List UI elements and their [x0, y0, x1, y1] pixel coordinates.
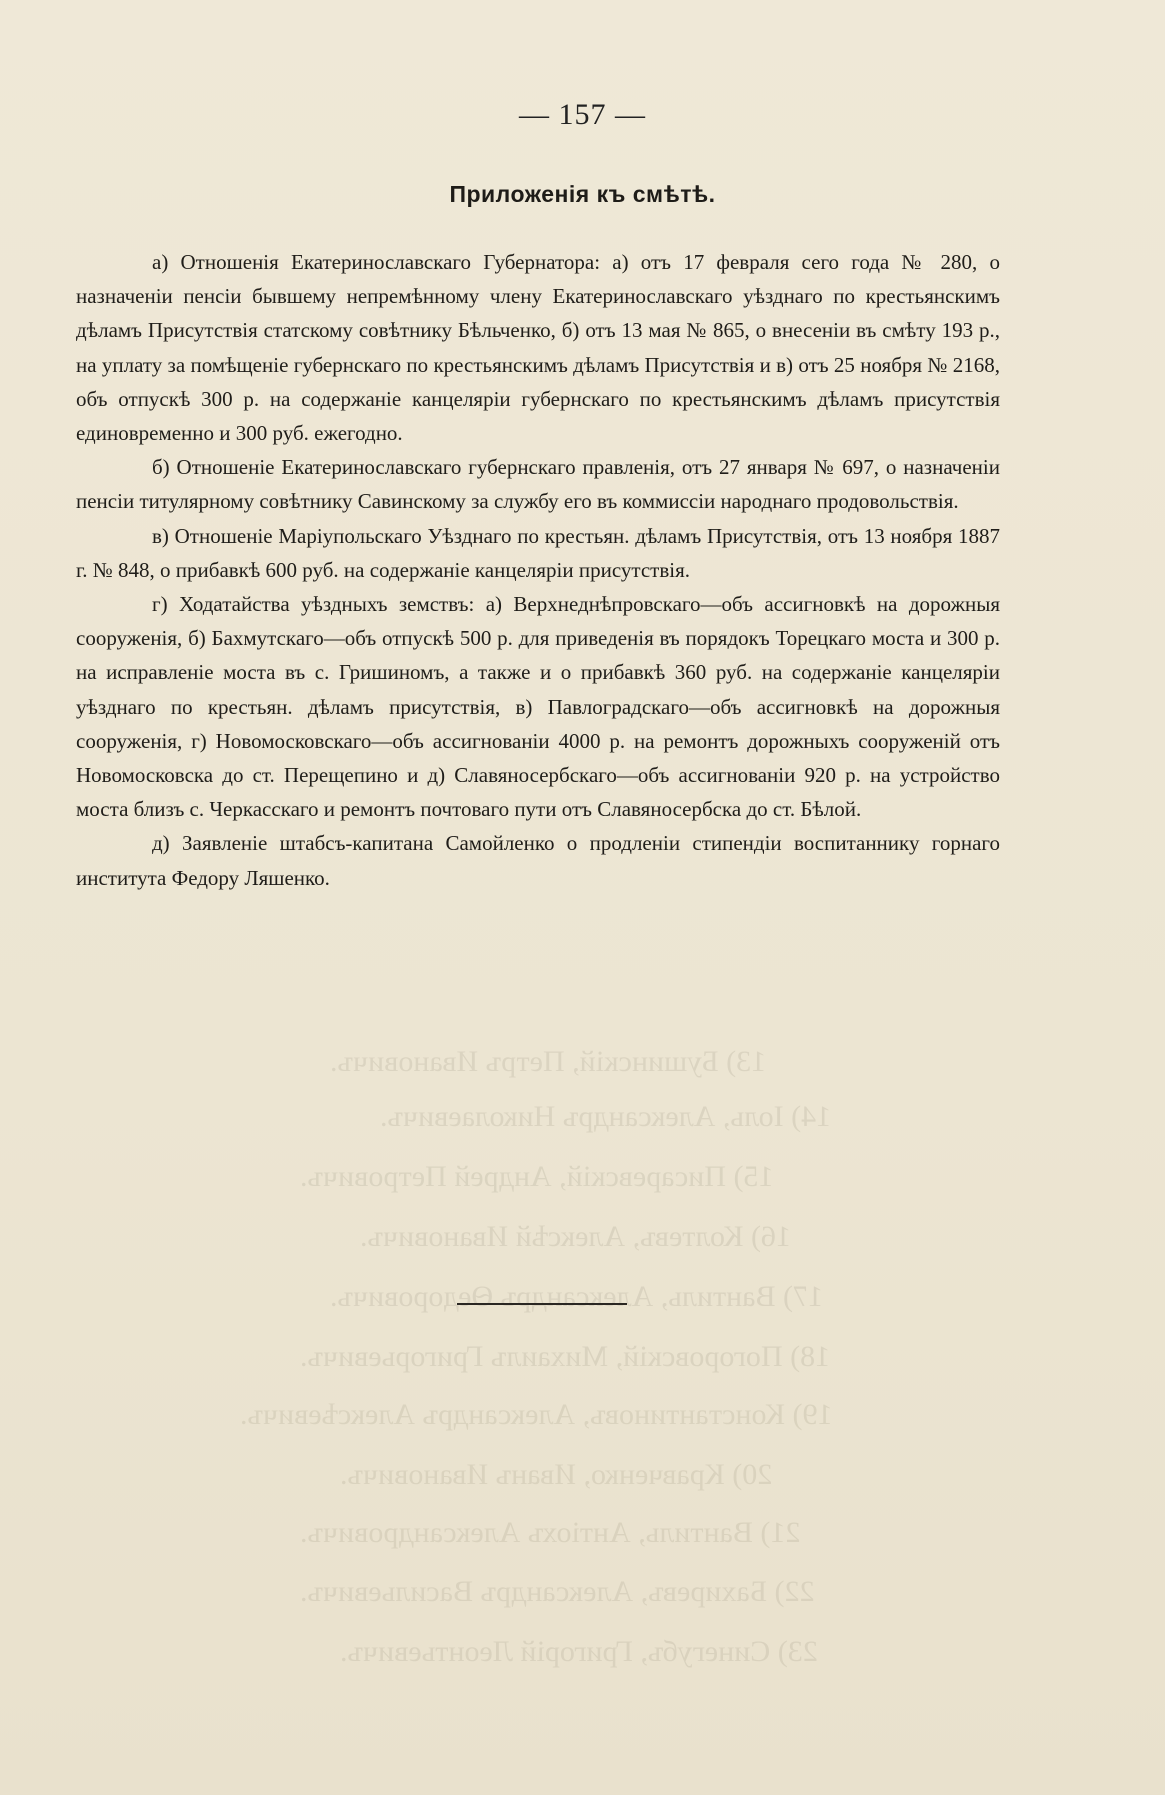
body-text [76, 245, 1000, 895]
paragraph-b: б) Отношеніе Екатеринославскаго губернскаго правленія, отъ 27 января № 697, о назначеніи пенсіи титулярному совѣтнику Савинскому за службу его въ коммиссіи народнаго продовольствія. [76, 455, 1000, 514]
show-through-text: 13) Бушинскій, Петръ Ивановичъ. 14) Іоль, Александръ Николаевичъ. 15) Писаревскій, Андрей Петровичъ. 16) Колтевъ, Алексѣй Ивановичъ. 17) Вантиль, Александръ Ѳедоровичъ. 18) Погоровскій, Михаилъ Григорьевичъ. 19) Константиновъ, Александръ Алексѣевичъ. 20) Кравченко, Иванъ Ивановичъ. 21) Вантиль, Антіохъ Александровичъ. 22) Бахиревъ, Александръ Васильевичъ. 23) Синегубъ, Григорій Леонтьевичъ. [240, 1045, 833, 1668]
paragraph-v: в) Отношеніе Маріупольскаго Уѣзднаго по крестьян. дѣламъ Присутствія, отъ 13 ноября 1887 г. № 848, о прибавкѣ 600 руб. на содержаніе канцеляріи присутствія. [76, 523, 1000, 582]
page-number: — 157 — [519, 98, 646, 131]
paragraph-d: д) Заявленіе штабсъ-капитана Самойленко о продленіи стипендіи воспитаннику горнаго института Федору Ляшенко. [76, 831, 1000, 890]
section-title: Приложенія къ смѣтѣ. [449, 181, 716, 207]
paragraph-a: а) Отношенія Екатеринославскаго Губернатора: а) отъ 17 февраля сего года № 280, о назначеніи пенсіи бывшему непремѣнному члену Екатеринославскаго уѣзднаго по крестьянскимъ дѣламъ Присутствія статскому совѣтнику Бѣльченко, б) отъ 13 мая № 865, о внесеніи въ смѣту 193 р., на уплату за помѣщеніе губернскаго по крестьянскимъ дѣламъ Присутствія и в) отъ 25 ноября № 2168, объ отпускѣ 300 р. на содержаніе канцеляріи губернскаго по крестьянскимъ дѣламъ присутствія единовременно и 300 руб. ежегодно. [76, 250, 1000, 446]
section-divider [457, 1303, 627, 1305]
paragraph-g: г) Ходатайства уѣздныхъ земствъ: а) Верхнеднѣпровскаго—объ ассигновкѣ на дорожныя сооруженія, б) Бахмутскаго—объ отпускѣ 500 р. для приведенія въ порядокъ Торецкаго моста и 300 р. на исправленіе моста въ с. Гришиномъ, а также и о прибавкѣ 360 руб. на содержаніе канцеляріи уѣзднаго по крестьян. дѣламъ присутствія, в) Павлоградскаго—объ ассигновкѣ на дорожныя сооруженія, г) Новомосковскаго—объ ассигнованіи 4000 р. на ремонтъ дорожныхъ сооруженій отъ Новомосковска до ст. Перещепино и д) Славяносербскаго—объ ассигнованіи 920 р. на устройство моста близъ с. Черкасскаго и ремонтъ почтоваго пути отъ Славяносербска до ст. Бѣлой. [76, 592, 1000, 822]
